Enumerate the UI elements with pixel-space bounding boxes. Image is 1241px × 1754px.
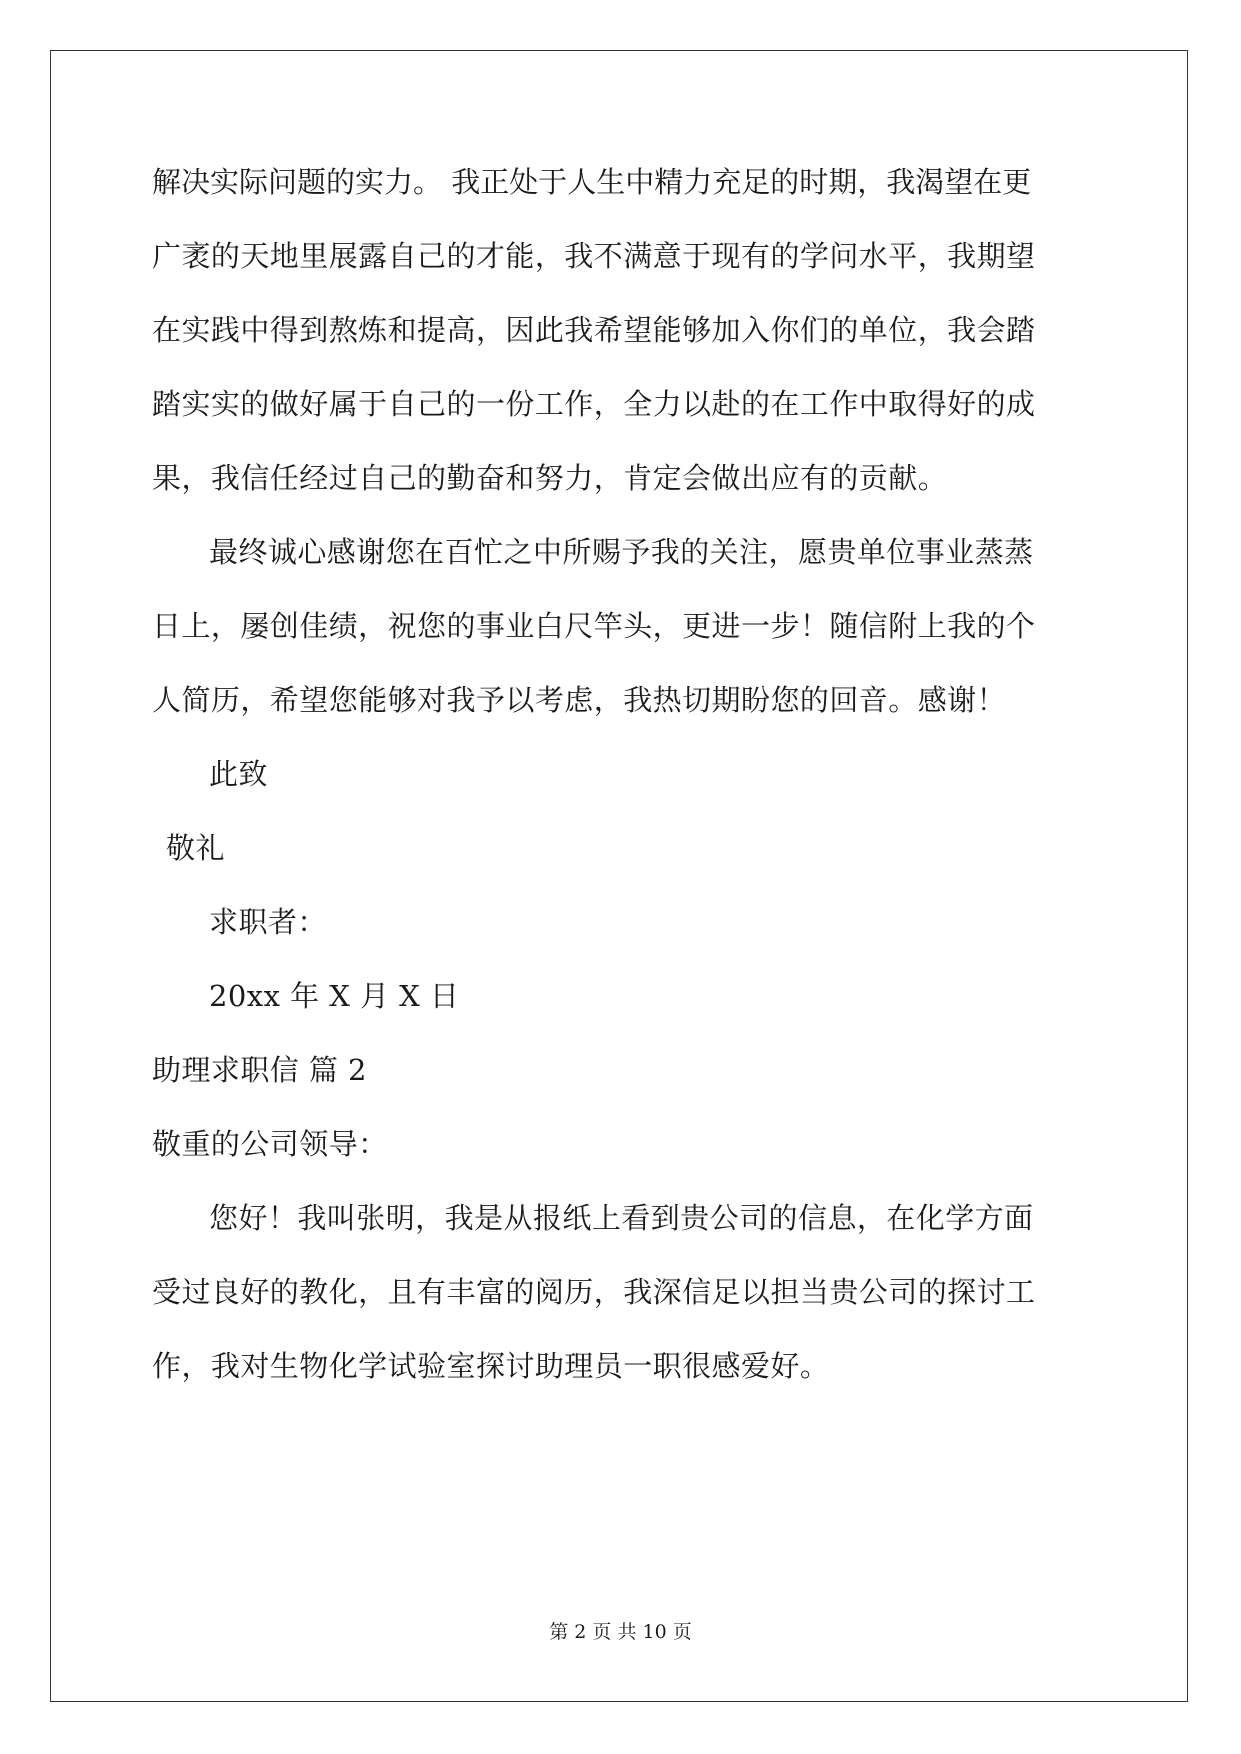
page-footer: 第 2 页 共 10 页 (549, 1621, 692, 1643)
paragraph-line: 人简历，希望您能够对我予以考虑，我热切期盼您的回音。感谢！ (152, 683, 1007, 717)
paragraph-line: 最终诚心感谢您在百忙之中所赐予我的关注，愿贵单位事业蒸蒸 (209, 535, 1034, 569)
paragraph-line: 您好！我叫张明，我是从报纸上看到贵公司的信息，在化学方面 (209, 1201, 1034, 1235)
paragraph-line: 广袤的天地里展露自己的才能，我不满意于现有的学问水平，我期望 (152, 239, 1036, 273)
paragraph-line: 受过良好的教化，且有丰富的阅历，我深信足以担当贵公司的探讨工 (152, 1275, 1036, 1309)
page-border (50, 50, 1188, 1702)
paragraph-line: 作，我对生物化学试验室探讨助理员一职很感爱好。 (152, 1349, 830, 1383)
paragraph-line: 果，我信任经过自己的勤奋和努力，肯定会做出应有的贡献。 (152, 461, 948, 495)
paragraph-line: 踏实实的做好属于自己的一份工作，全力以赴的在工作中取得好的成 (152, 387, 1036, 421)
section-heading: 助理求职信 篇 2 (152, 1053, 367, 1087)
letter-date: 20xx 年 X 月 X 日 (209, 979, 460, 1013)
paragraph-line: 在实践中得到熬炼和提高，因此我希望能够加入你们的单位，我会踏 (152, 313, 1036, 347)
paragraph-line: 解决实际问题的实力。 我正处于人生中精力充足的时期，我渴望在更 (152, 165, 1032, 199)
paragraph-line: 日上，屡创佳绩，祝您的事业白尺竿头，更进一步！随信附上我的个 (152, 609, 1036, 643)
signature-label: 求职者： (209, 905, 327, 939)
closing-regards: 敬礼 (166, 831, 225, 865)
letter-greeting: 敬重的公司领导： (152, 1127, 388, 1161)
closing-salutation: 此致 (209, 757, 268, 791)
